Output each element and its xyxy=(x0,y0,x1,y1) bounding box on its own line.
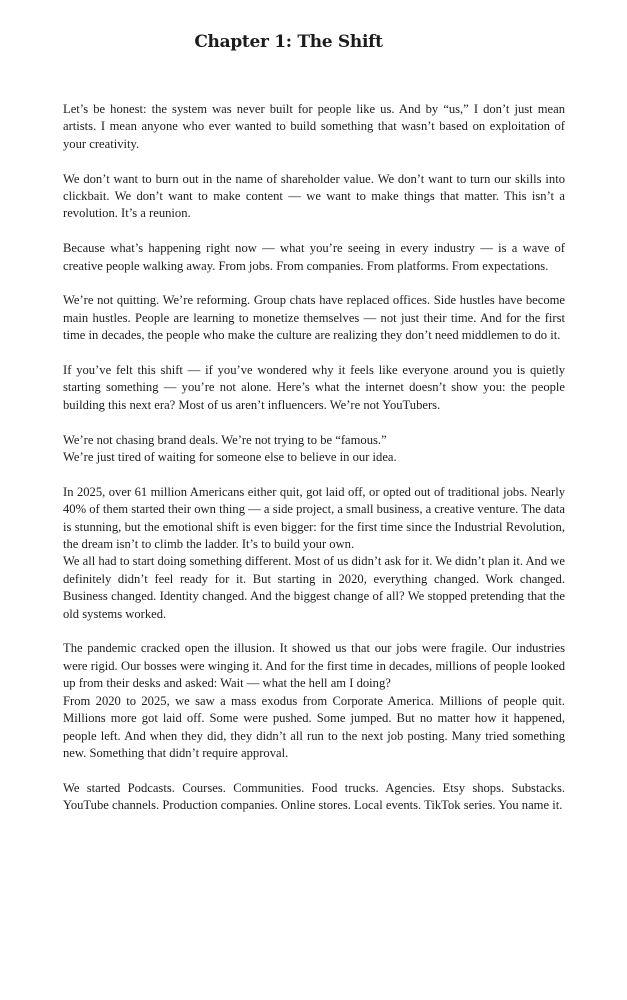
paragraph: Let’s be honest: the system was never built for people like us. And by “us,” I don’t just mean artists. I mean anyone who ever wanted to build something that wasn’t based on exploitation of your creativity. xyxy=(63,102,565,151)
paragraph: If you’ve felt this shift — if you’ve wondered why it feels like everyone around you is quietly starting something — you’re not alone. Here’s what the internet doesn’t show you: the people building this next era? Most of us aren’t influencers. We’re not YouTubers. xyxy=(63,363,565,412)
paragraph-line: The pandemic cracked open the illusion. It showed us that our jobs were fragile. Our industries were rigid. Our bosses were winging it. And for the first time in decades, millions of people looked up from their desks and asked: Wait — what the hell am I doing? xyxy=(63,641,565,691)
paragraph xyxy=(63,640,565,762)
paragraph xyxy=(63,432,565,467)
paragraph xyxy=(63,484,565,623)
paragraph: We’re not quitting. We’re reforming. Group chats have replaced offices. Side hustles have become main hustles. People are learning to monetize themselves — not just their time. And for the first time in decades, the people who make the culture are realizing they don’t need middlemen to do it. xyxy=(63,293,565,343)
paragraph: We don’t want to burn out in the name of shareholder value. We don’t want to turn our skills into clickbait. We don’t want to make content — we want to make things that matter. This isn’t a revolution. It’s a reunion. xyxy=(63,171,565,221)
paragraph-line: We all had to start doing something different. Most of us didn’t ask for it. We didn’t plan it. And we definitely didn’t feel ready for it. But starting in 2020, everything changed. Work changed. Business changed. Identity changed. And the biggest change of all? We stopped pretending that the old systems worked. xyxy=(63,554,565,621)
chapter-title: Chapter 1: The Shift xyxy=(194,32,383,52)
paragraph-line: We’re not chasing brand deals. We’re not trying to be “famous.” xyxy=(63,432,387,447)
paragraph-line: From 2020 to 2025, we saw a mass exodus from Corporate America. Millions of people quit. Millions more got laid off. Some were pushed. Some jumped. But no matter how it happened, people left. And when they did, they didn’t all run to the next job posting. Many tried something new. Something that didn’t require approval. xyxy=(63,693,565,760)
paragraph: We started Podcasts. Courses. Communities. Food trucks. Agencies. Etsy shops. Substacks. YouTube channels. Production companies. Online stores. Local events. TikTok series. You name it. xyxy=(63,780,565,813)
chapter-body xyxy=(63,101,565,815)
paragraph: Because what’s happening right now — what you’re seeing in every industry — is a wave of creative people walking away. From jobs. From companies. From platforms. From expectations. xyxy=(63,241,565,273)
paragraph-line: In 2025, over 61 million Americans either quit, got laid off, or opted out of traditional jobs. Nearly 40% of them started their own thing — a side project, a small business, a creative venture. The data is stunning, but the emotional shift is even bigger: for the first time since the Industrial Revolution, the dream isn’t to climb the ladder. It’s to build your own. xyxy=(63,484,565,552)
paragraph-line: We’re just tired of waiting for someone else to believe in our idea. xyxy=(63,450,397,465)
